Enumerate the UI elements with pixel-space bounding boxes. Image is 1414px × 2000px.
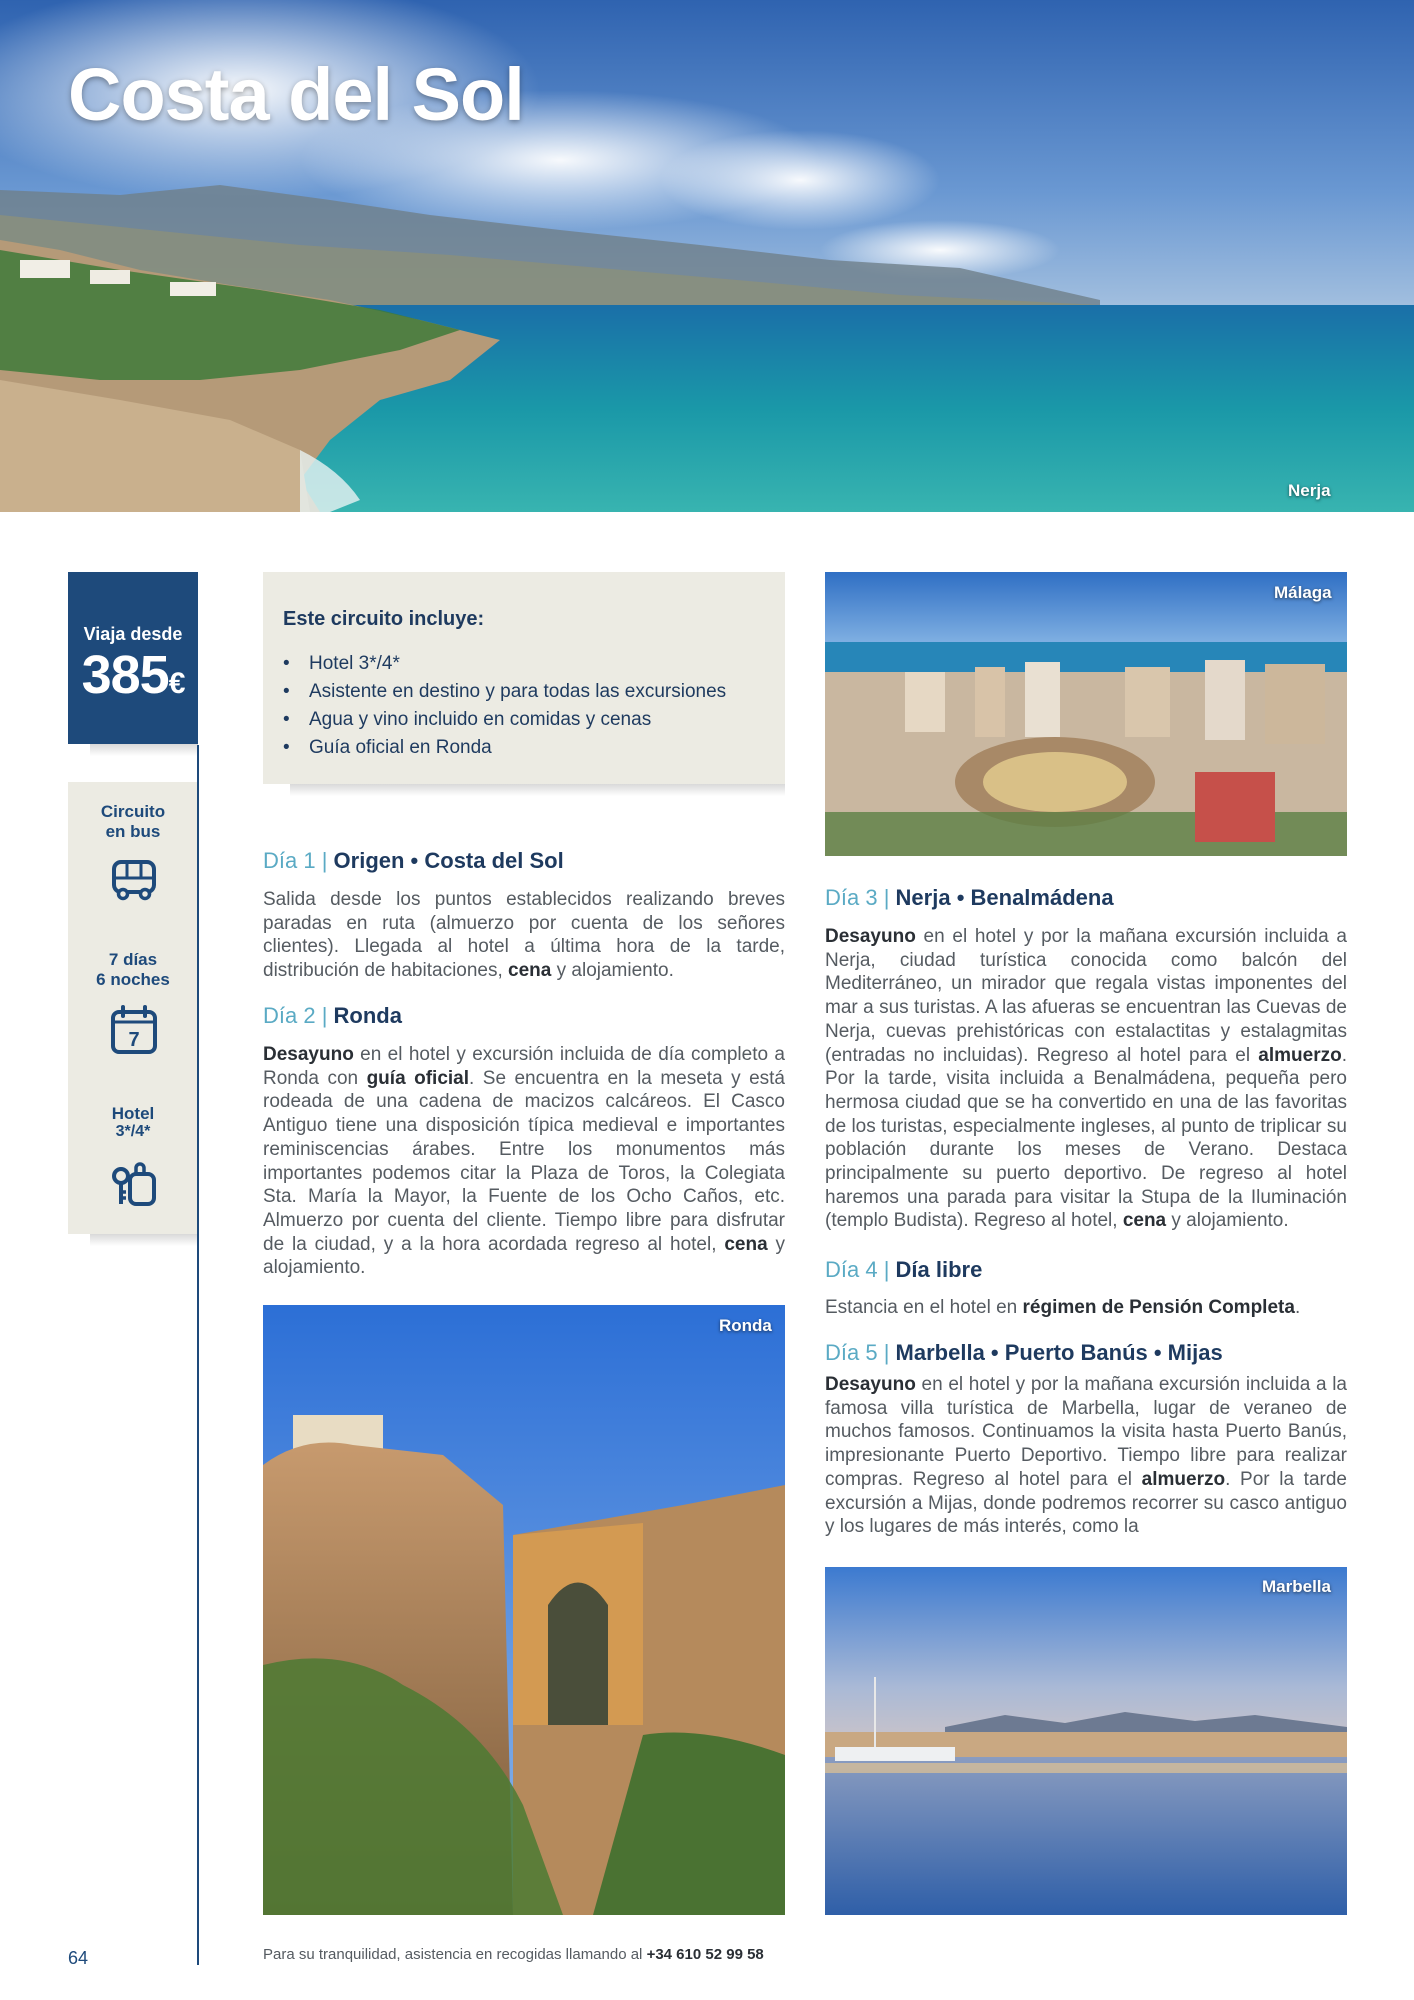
day-number: Día 3 [825,885,878,910]
includes-item: • Guía oficial en Ronda [283,734,726,762]
calendar-number: 7 [128,1029,140,1051]
includes-title: Este circuito incluye: [283,608,485,630]
photo-caption-malaga: Málaga [1274,583,1332,602]
includes-list [283,650,726,762]
trip-facts-panel [68,782,198,1234]
price-currency: € [168,667,185,700]
hotel-category: 3*/4* [115,1123,151,1140]
hotel-label: Hotel [111,1104,155,1123]
photo-marbella [825,1567,1347,1915]
day-number: Día 5 [825,1340,878,1365]
price-value [68,644,198,706]
price-badge-shadow [90,744,198,756]
day-4-description: Estancia en el hotel en régimen de Pensión Completa. [825,1297,1301,1318]
transport-label-line2: en bus [105,822,161,841]
day-1-description: Salida desde los puntos establecidos realizando breves paradas en ruta (almuerzo por cuenta de los señores clientes). Llegada al hotel a última hora de la tarde, distribución de habitaciones, cena y alojamiento. [263,889,785,982]
photo-caption-ronda: Ronda [719,1316,772,1335]
photo-caption-marbella: Marbella [1262,1577,1331,1596]
day-number: Día 2 [263,1003,316,1028]
footer-assistance-note: Para su tranquilidad, asistencia en recogidas llamando al +34 610 52 99 58 [263,1946,764,1963]
includes-item: • Asistente en destino y para todas las excursiones [283,678,726,706]
day-5-description: Desayuno en el hotel y por la mañana excursión incluida a la famosa villa turística de Marbella, lugar de veraneo de muchos famosos. Continuamos la visita hasta Puerto Banús, impresionante Puerto Deportivo. Tiempo libre para realizar compras. Regreso al hotel para el almuerzo. Por la tarde excursión a Mijas, donde podremos recorrer su casco antiguo y los lugares de más interés, como la [825,1374,1347,1538]
includes-item: • Hotel 3*/4* [283,650,726,678]
calendar-icon [108,1004,160,1056]
price-badge [68,572,198,744]
day-title: Marbella • Puerto Banús • Mijas [895,1340,1223,1365]
day-5-heading: Día 5 | Marbella • Puerto Banús • Mijas [825,1340,1223,1365]
page-title: Costa del Sol [68,53,524,136]
day-title: Ronda [333,1003,402,1028]
price-amount: 385 [81,645,169,705]
hotel-luggage-icon [108,1158,160,1210]
photo-ronda [263,1305,785,1915]
day-title: Día libre [895,1257,983,1282]
photo-malaga [825,572,1347,856]
day-number: Día 4 [825,1257,878,1282]
price-label: Viaja desde [83,624,183,644]
day-2-description: Desayuno en el hotel y excursión incluida de día completo a Ronda con guía oficial. Se encuentra en la meseta y está rodeada de una cadena de macizos calcáreos. El Casco Antiguo tiene una disposición típica medieval e importantes reminiscencias árabes. Entre los monumentos más importantes podemos citar la Plaza de Toros, la Colegiata Sta. María la Mayor, la Fuente de los Ocho Caños, etc. Almuerzo por cuenta del cliente. Tiempo libre para disfrutar de la ciudad, y a la hora acordada regreso al hotel, cena y alojamiento. [263,1044,786,1279]
day-4-heading: Día 4 | Día libre [825,1257,983,1282]
duration-days: 7 días [108,950,158,969]
page-number: 64 [68,1948,89,1968]
sidebar-divider [197,745,199,1965]
includes-shadow [290,784,785,796]
duration-nights: 6 noches [96,970,170,989]
day-3-heading: Día 3 | Nerja • Benalmádena [825,885,1114,910]
includes-item: • Agua y vino incluido en comidas y cenas [283,706,726,734]
transport-label-line1: Circuito [100,802,166,821]
day-number: Día 1 [263,848,316,873]
assistance-phone: +34 610 52 99 58 [646,1946,764,1963]
day-1-heading: Día 1 | Origen • Costa del Sol [263,848,564,873]
day-2-heading: Día 2 | Ronda [263,1003,402,1028]
day-title: Nerja • Benalmádena [895,885,1114,910]
bus-icon [108,854,160,906]
day-3-description: Desayuno en el hotel y por la mañana excursión incluida a Nerja, ciudad turística conocida como balcón del Mediterráneo, un mirador que regala vistas imponentes del mar a sus turistas. A las afueras se encuentran las Cuevas de Nerja, cuevas prehistóricas con estalactitas y estalagmitas (entradas no incluidas). Regreso al hotel para el almuerzo. Por la tarde, visita incluida a Benalmádena, pequeña pero hermosa ciudad que se ha convertido en una de las favoritas de los turistas, especialmente ingleses, al punto de triplicar su población durante los meses de Verano. Destaca principalmente su puerto deportivo. De regreso al hotel haremos una parada para visitar la Stupa de la Iluminación (templo Budista). Regreso al hotel, cena y alojamiento. [825,926,1347,1232]
day-title: Origen • Costa del Sol [333,848,564,873]
photo-caption-nerja: Nerja [1288,481,1331,500]
includes-box [263,572,785,784]
trip-facts-shadow [90,1234,198,1246]
